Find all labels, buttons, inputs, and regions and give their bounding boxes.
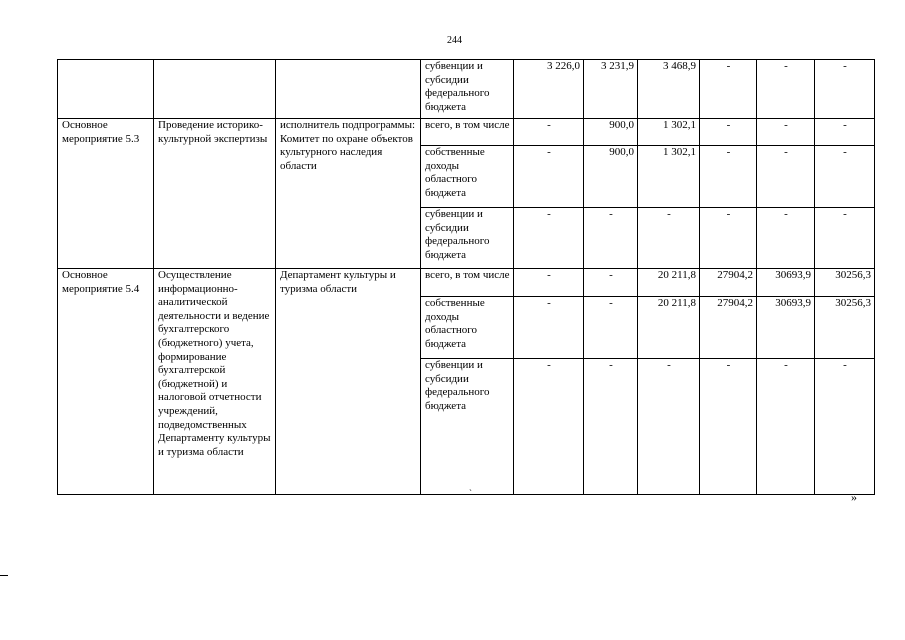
value-cell: 20 211,8 <box>638 297 700 359</box>
value-cell: - <box>584 359 638 495</box>
margin-divider <box>0 575 8 576</box>
value-cell: - <box>584 208 638 269</box>
stray-mark: ˋ <box>469 488 472 498</box>
value-cell: 3 226,0 <box>514 60 584 119</box>
value-cell: 900,0 <box>584 119 638 146</box>
value-cell: - <box>584 269 638 297</box>
value-cell: - <box>700 119 757 146</box>
value-cell: - <box>815 359 875 495</box>
value-cell: - <box>757 146 815 208</box>
name-cell <box>154 60 276 119</box>
value-cell: 3 468,9 <box>638 60 700 119</box>
value-cell: - <box>757 359 815 495</box>
value-cell: 30256,3 <box>815 297 875 359</box>
name-cell: Проведение историко-культурной экспертизы <box>154 119 276 269</box>
value-cell: - <box>514 359 584 495</box>
table-row <box>58 119 875 146</box>
page-number: 244 <box>447 35 462 46</box>
value-cell: 30693,9 <box>757 269 815 297</box>
event-cell <box>58 60 154 119</box>
value-cell: 1 302,1 <box>638 146 700 208</box>
name-cell: Осуществление информационно-аналитической деятельности и ведение бухгалтерского (бюджетного) учета, формирование бухгалтерской (бюджетной) и налоговой отчетности учреждений, подведомственных Департаменту культуры и туризма области <box>154 269 276 495</box>
source-cell: всего, в том числе <box>421 269 514 297</box>
value-cell: - <box>584 297 638 359</box>
table-row <box>58 269 875 297</box>
value-cell: - <box>757 119 815 146</box>
value-cell: - <box>514 269 584 297</box>
value-cell: 20 211,8 <box>638 269 700 297</box>
budget-table <box>57 59 875 495</box>
value-cell: - <box>700 60 757 119</box>
value-cell: 27904,2 <box>700 269 757 297</box>
event-cell: Основное мероприятие 5.3 <box>58 119 154 269</box>
closing-quote-mark: » <box>851 490 857 504</box>
value-cell: - <box>700 208 757 269</box>
value-cell: 30693,9 <box>757 297 815 359</box>
value-cell: 900,0 <box>584 146 638 208</box>
executor-cell: Департамент культуры и туризма области <box>276 269 421 495</box>
value-cell: - <box>638 359 700 495</box>
value-cell: - <box>815 119 875 146</box>
value-cell: 27904,2 <box>700 297 757 359</box>
value-cell: - <box>757 208 815 269</box>
executor-cell <box>276 60 421 119</box>
value-cell: 30256,3 <box>815 269 875 297</box>
source-cell: субвенции и субсидии федерального бюджета <box>421 60 514 119</box>
value-cell: - <box>815 60 875 119</box>
value-cell: - <box>514 297 584 359</box>
value-cell: - <box>700 146 757 208</box>
executor-cell: исполнитель подпрограммы: Комитет по охране объектов культурного наследия области <box>276 119 421 269</box>
value-cell: - <box>514 208 584 269</box>
value-cell: - <box>757 60 815 119</box>
value-cell: - <box>514 146 584 208</box>
event-cell: Основное мероприятие 5.4 <box>58 269 154 495</box>
source-cell: собственные доходы областного бюджета <box>421 146 514 208</box>
source-cell: субвенции и субсидии федерального бюджета <box>421 359 514 495</box>
source-cell: всего, в том числе <box>421 119 514 146</box>
value-cell: 1 302,1 <box>638 119 700 146</box>
value-cell: 3 231,9 <box>584 60 638 119</box>
value-cell: - <box>815 208 875 269</box>
source-cell: субвенции и субсидии федерального бюджета <box>421 208 514 269</box>
value-cell: - <box>638 208 700 269</box>
value-cell: - <box>815 146 875 208</box>
source-cell: собственные доходы областного бюджета <box>421 297 514 359</box>
table-row <box>58 60 875 119</box>
value-cell: - <box>514 119 584 146</box>
value-cell: - <box>700 359 757 495</box>
